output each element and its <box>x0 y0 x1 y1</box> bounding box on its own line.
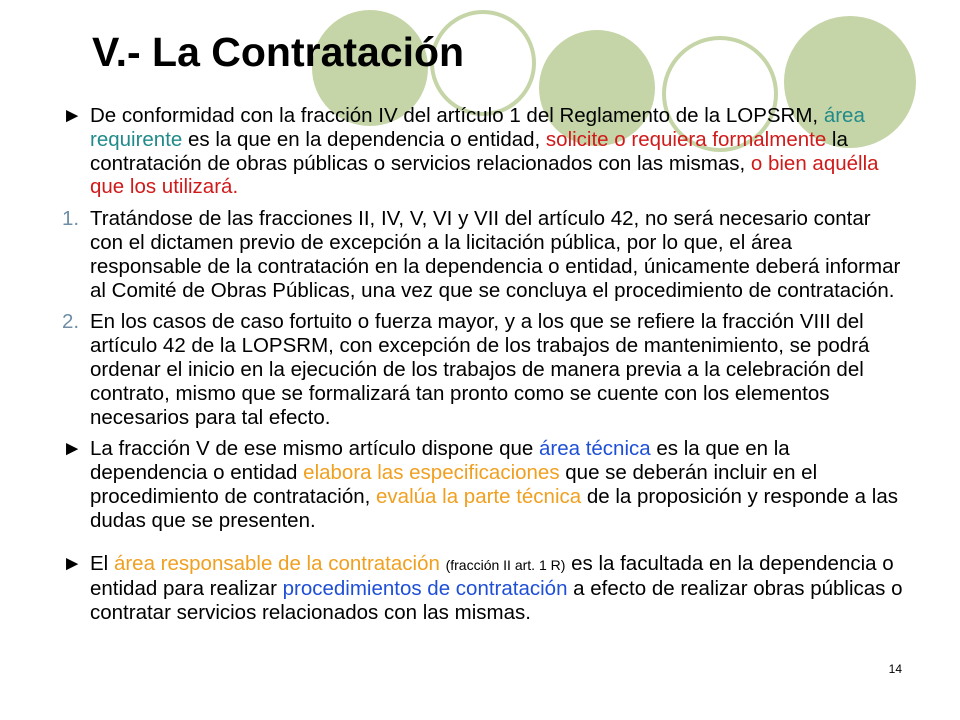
highlight-area-responsable: área responsable de la contratación <box>113 551 440 575</box>
list-item <box>62 207 908 302</box>
item-text: Tratándose de las fracciones II, IV, V, VI y VII del artículo 42, no será necesario contar con el dictamen previo de excepción a la licitación pública, por lo que, el área responsable de la contratación en la dependencia o entidad, únicamente deberá informar al Comité de Obras Públicas, una vez que se concluya el procedimiento de contratación. <box>90 207 901 302</box>
list-item <box>62 552 908 625</box>
highlight-area-requirente: área requirente <box>90 104 865 151</box>
reference-note: (fracción II art. 1 R) <box>445 556 566 573</box>
list-item <box>62 310 908 429</box>
highlight-area-tecnica: área técnica <box>538 437 651 461</box>
highlight-evalua: evalúa la parte técnica <box>376 484 582 508</box>
item-text: En los casos de caso fortuito o fuerza mayor, y a los que se refiere la fracción VIII del artículo 42 de la LOPSRM, con excepción de los trabajos de mantenimiento, se podrá ordenar el inicio en la ejecución de los trabajos de manera previa a la celebración del contrato, mismo que se formalizará tan pronto como se cuente con los elementos necesarios para tal efecto. <box>90 310 870 429</box>
item-text: El área responsable de la contratación (fracción II art. 1 R) es la facultada en la dependencia o entidad para realizar procedimientos de contratación a efecto de realizar obras públicas o contratar servicios relacionados con las mismas. <box>90 551 903 625</box>
item-number: 2. <box>62 310 80 334</box>
item-number: 1. <box>62 207 80 231</box>
item-text: La fracción V de ese mismo artículo dispone que área técnica es la que en la dependencia o entidad elabora las especificaciones que se deberán incluir en el procedimiento de contratación, evalúa la parte técnica de la proposición y responde a las dudas que se presenten. <box>90 437 898 532</box>
page-number: 14 <box>888 662 902 676</box>
item-text: De conformidad con la fracción IV del artículo 1 del Reglamento de la LOPSRM, área requirente es la que en la dependencia o entidad, solicite o requiera formalmente la contratación de obras públicas o servicios relacionados con las mismas, o bien aquélla que los utilizará. <box>90 104 879 199</box>
slide-title: V.- La Contratación <box>92 29 465 75</box>
arrow-bullet-icon: ► <box>62 437 83 461</box>
arrow-bullet-icon: ► <box>62 551 83 575</box>
highlight-solicite: solicite o requiera formalmente <box>545 127 827 151</box>
highlight-procedimientos: procedimientos de contratación <box>282 577 568 601</box>
slide-content <box>62 104 908 625</box>
highlight-utilizara: o bien aquélla que los utilizará. <box>90 151 879 199</box>
highlight-elabora: elabora las especificaciones <box>303 461 560 485</box>
list-item <box>62 437 908 532</box>
arrow-bullet-icon: ► <box>62 104 83 127</box>
list-item <box>62 104 908 199</box>
